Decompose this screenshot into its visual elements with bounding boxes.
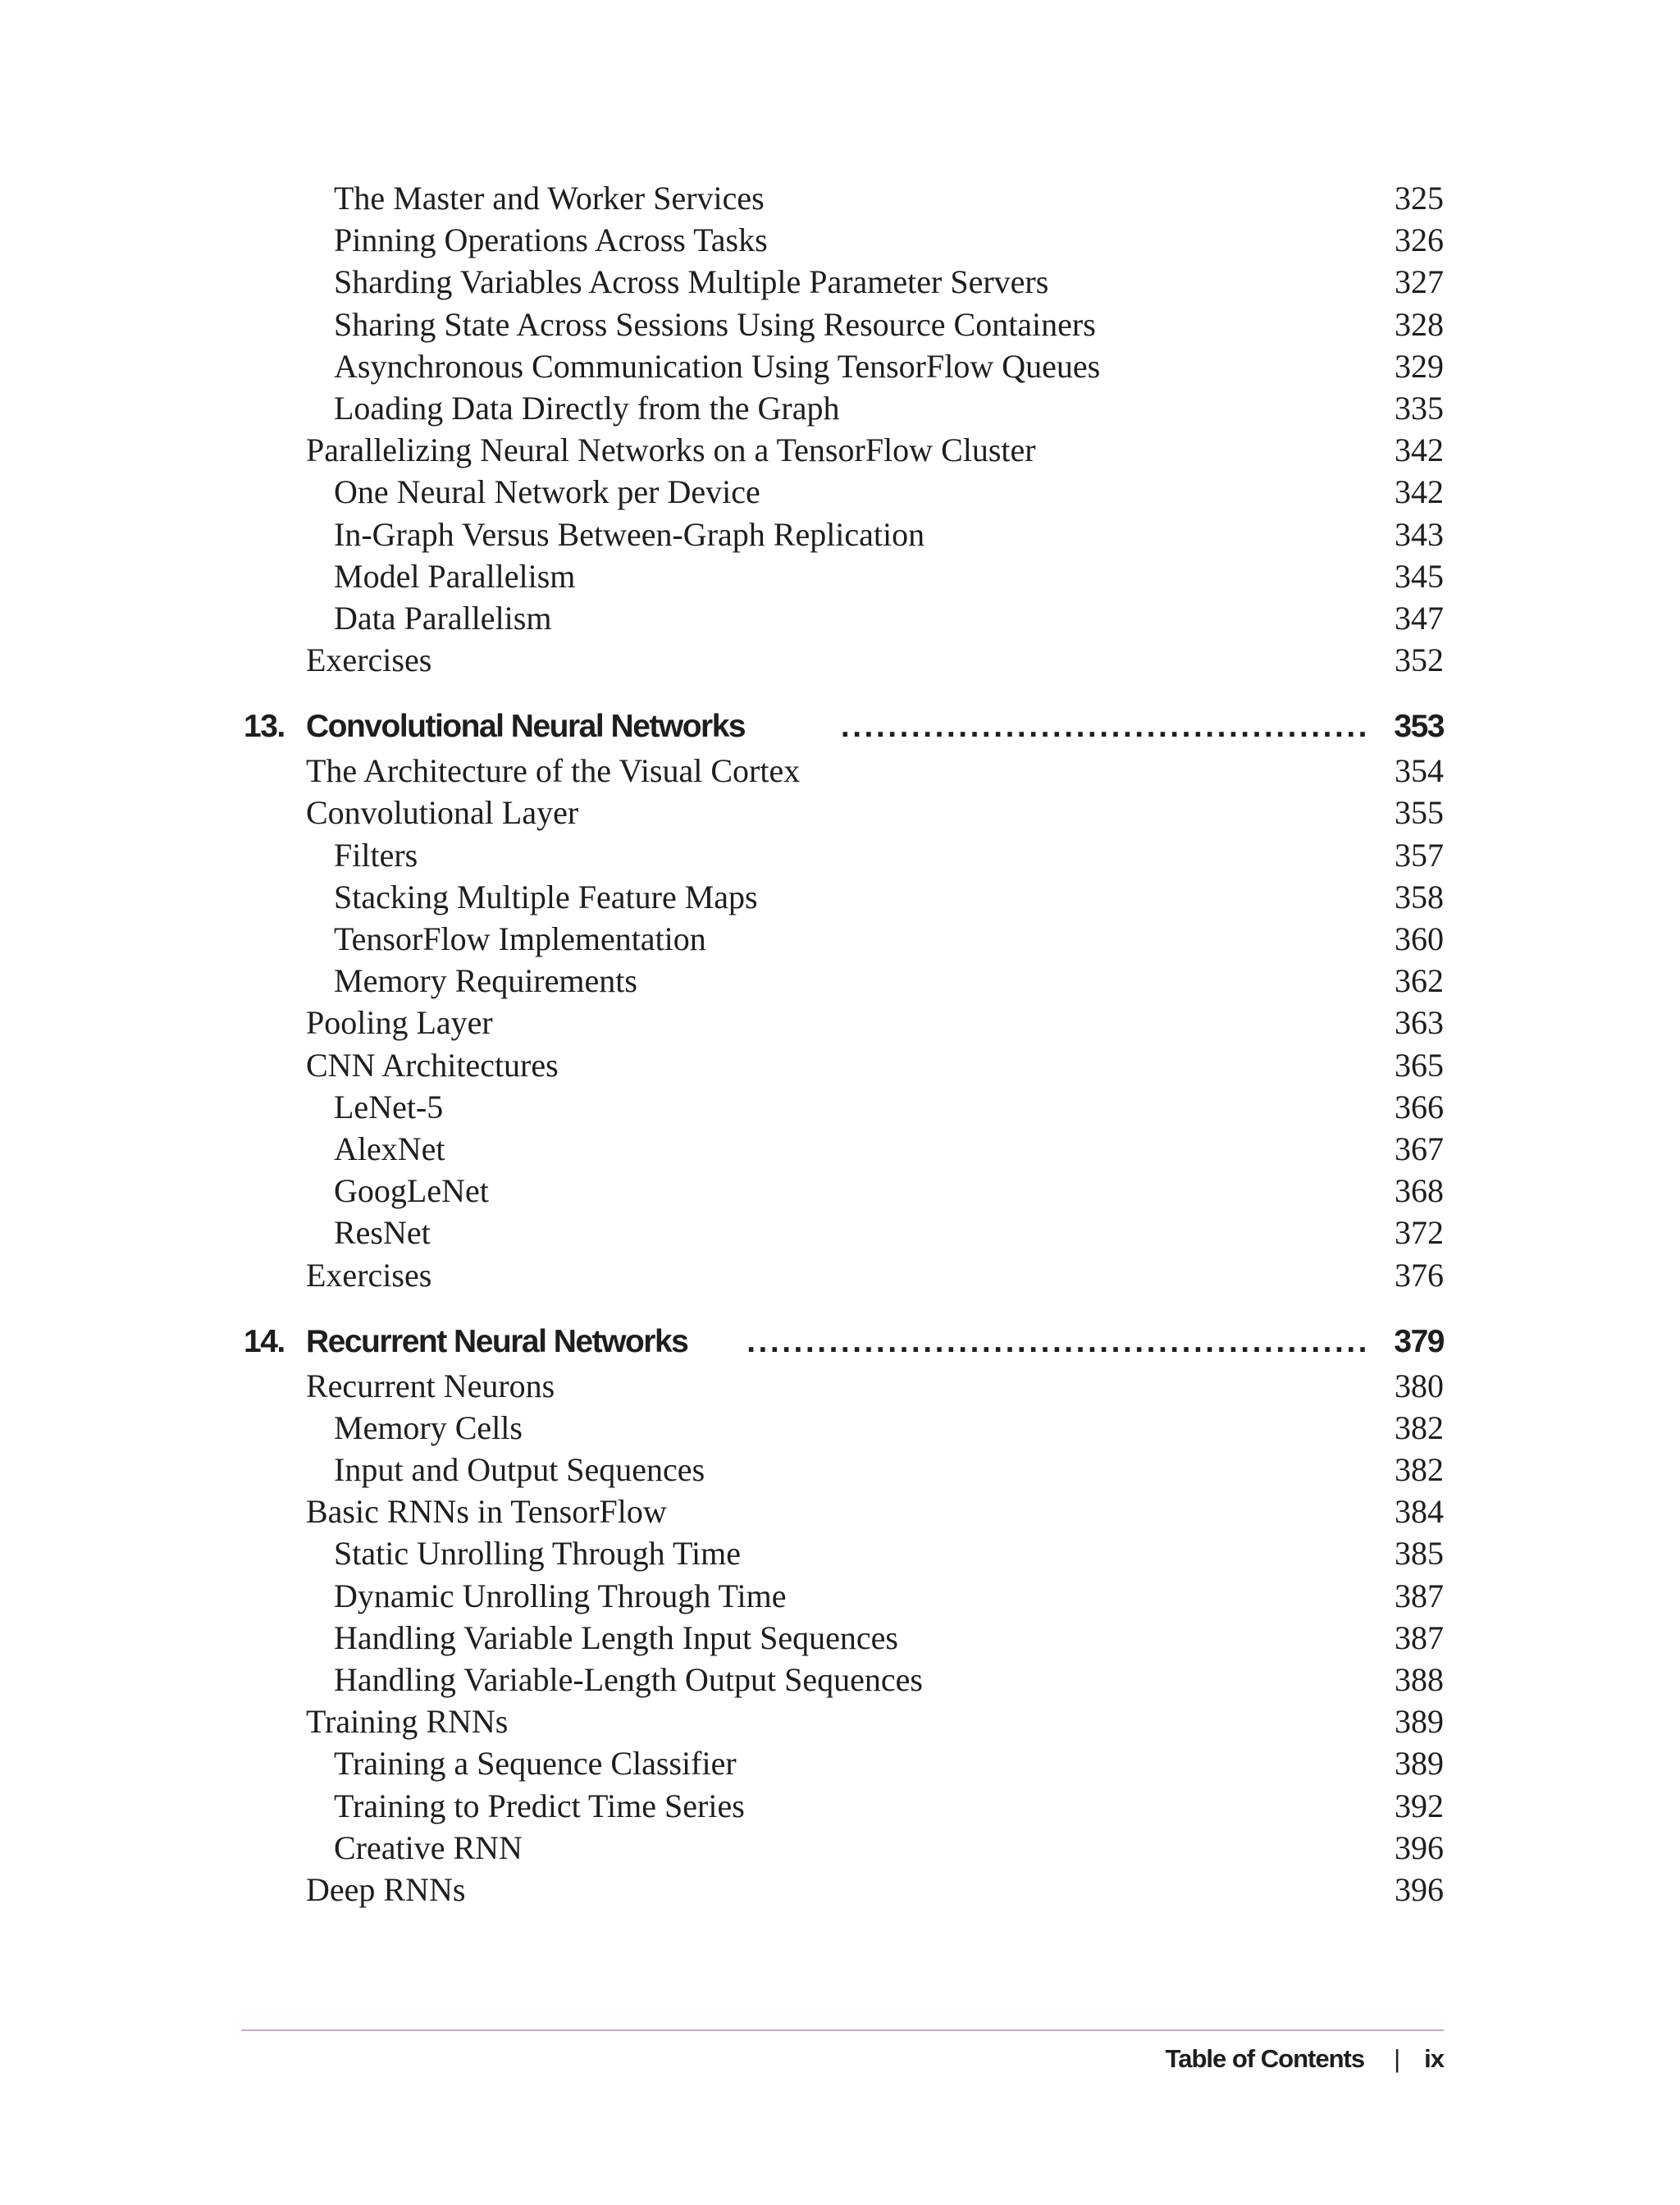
toc-section-entry[interactable] bbox=[0, 876, 1680, 918]
toc-section-entry[interactable] bbox=[0, 1659, 1680, 1701]
toc-section-entry[interactable] bbox=[0, 750, 1680, 792]
toc-section-entry[interactable] bbox=[0, 345, 1680, 387]
section-title: Sharding Variables Across Multiple Parameter Servers bbox=[334, 263, 1049, 301]
toc-section-entry[interactable] bbox=[0, 1170, 1680, 1212]
section-title: Basic RNNs in TensorFlow bbox=[306, 1493, 667, 1531]
toc-section-entry[interactable] bbox=[0, 1212, 1680, 1253]
section-title: The Master and Worker Services bbox=[334, 180, 765, 217]
toc-section-entry[interactable] bbox=[0, 1491, 1680, 1532]
toc-section-entry[interactable] bbox=[0, 1742, 1680, 1784]
section-title: Training to Predict Time Series bbox=[334, 1787, 745, 1824]
toc-section-entry[interactable] bbox=[0, 387, 1680, 429]
section-title: Asynchronous Communication Using TensorFlow Queues bbox=[334, 347, 1101, 385]
section-page-number: 382 bbox=[1395, 1451, 1444, 1489]
toc-section-entry[interactable] bbox=[0, 834, 1680, 876]
toc-section-entry[interactable] bbox=[0, 1128, 1680, 1170]
section-page-number: 329 bbox=[1395, 347, 1444, 385]
section-page-number: 367 bbox=[1395, 1130, 1444, 1167]
toc-section-entry[interactable] bbox=[0, 429, 1680, 471]
dot-leader: ..................................................... bbox=[746, 1323, 1370, 1359]
section-page-number: 354 bbox=[1395, 752, 1444, 790]
section-page-number: 363 bbox=[1395, 1004, 1444, 1042]
toc-section-entry[interactable] bbox=[0, 261, 1680, 303]
toc-section-entry[interactable] bbox=[0, 471, 1680, 513]
footer-divider bbox=[241, 2029, 1444, 2031]
section-page-number: 376 bbox=[1395, 1256, 1444, 1294]
toc-section-entry[interactable] bbox=[0, 1869, 1680, 1911]
toc-section-entry[interactable] bbox=[0, 1785, 1680, 1827]
section-title: Sharing State Across Sessions Using Resource Containers bbox=[334, 305, 1096, 343]
footer-label: Table of Contents bbox=[1165, 2044, 1365, 2073]
toc-section-entry[interactable] bbox=[0, 1532, 1680, 1574]
section-title: Handling Variable Length Input Sequences bbox=[334, 1618, 898, 1656]
section-page-number: 342 bbox=[1395, 431, 1444, 469]
section-title: ResNet bbox=[334, 1214, 431, 1252]
section-page-number: 345 bbox=[1395, 557, 1444, 595]
section-page-number: 388 bbox=[1395, 1661, 1444, 1698]
toc-chapter-entry[interactable] bbox=[0, 704, 1680, 750]
toc-section-entry[interactable] bbox=[0, 219, 1680, 261]
section-title: LeNet-5 bbox=[334, 1088, 444, 1125]
section-title: Parallelizing Neural Networks on a TensorFlow Cluster bbox=[306, 431, 1036, 469]
chapter-number: 14. bbox=[244, 1323, 285, 1359]
section-page-number: 360 bbox=[1395, 920, 1444, 957]
section-page-number: 380 bbox=[1395, 1367, 1444, 1404]
section-page-number: 352 bbox=[1395, 641, 1444, 679]
section-title: Deep RNNs bbox=[306, 1870, 466, 1908]
toc-section-entry[interactable] bbox=[0, 792, 1680, 833]
section-title: In-Graph Versus Between-Graph Replication bbox=[334, 515, 925, 553]
chapter-number: 13. bbox=[244, 709, 285, 745]
toc-section-entry[interactable] bbox=[0, 1044, 1680, 1086]
section-page-number: 365 bbox=[1395, 1046, 1444, 1084]
section-title: Filters bbox=[334, 836, 418, 874]
section-title: Creative RNN bbox=[334, 1828, 523, 1866]
toc-section-entry[interactable] bbox=[0, 1617, 1680, 1659]
toc-section-entry[interactable] bbox=[0, 1086, 1680, 1128]
chapter-page-number: 379 bbox=[1394, 1323, 1444, 1359]
toc-section-entry[interactable] bbox=[0, 1449, 1680, 1491]
section-page-number: 335 bbox=[1395, 389, 1444, 427]
section-title: Memory Cells bbox=[334, 1408, 523, 1446]
section-title: Training a Sequence Classifier bbox=[334, 1745, 737, 1783]
section-title: Data Parallelism bbox=[334, 599, 552, 637]
section-page-number: 362 bbox=[1395, 962, 1444, 1000]
section-title: AlexNet bbox=[334, 1130, 445, 1167]
section-title: CNN Architectures bbox=[306, 1046, 559, 1084]
section-page-number: 355 bbox=[1395, 794, 1444, 832]
section-title: Convolutional Layer bbox=[306, 794, 579, 832]
section-title: The Architecture of the Visual Cortex bbox=[306, 752, 801, 790]
toc-section-entry[interactable] bbox=[0, 1827, 1680, 1869]
chapter-title-wrap bbox=[306, 1319, 1444, 1365]
chapter-page-number: 353 bbox=[1394, 709, 1444, 745]
section-title: Input and Output Sequences bbox=[334, 1451, 705, 1489]
chapter-title-wrap bbox=[306, 704, 1444, 750]
section-page-number: 368 bbox=[1395, 1172, 1444, 1210]
toc-section-entry[interactable] bbox=[0, 1002, 1680, 1043]
section-title: Model Parallelism bbox=[334, 557, 576, 595]
section-title: Exercises bbox=[306, 641, 432, 679]
section-page-number: 357 bbox=[1395, 836, 1444, 874]
toc-section-entry[interactable] bbox=[0, 1254, 1680, 1296]
toc-section-entry[interactable] bbox=[0, 1575, 1680, 1617]
section-page-number: 326 bbox=[1395, 221, 1444, 259]
toc-section-entry[interactable] bbox=[0, 960, 1680, 1002]
section-page-number: 382 bbox=[1395, 1408, 1444, 1446]
section-page-number: 387 bbox=[1395, 1618, 1444, 1656]
section-title: Dynamic Unrolling Through Time bbox=[334, 1577, 787, 1614]
section-page-number: 396 bbox=[1395, 1828, 1444, 1866]
toc-section-entry[interactable] bbox=[0, 597, 1680, 639]
section-page-number: 366 bbox=[1395, 1088, 1444, 1125]
section-page-number: 328 bbox=[1395, 305, 1444, 343]
section-title: Memory Requirements bbox=[334, 962, 637, 1000]
section-title: Static Unrolling Through Time bbox=[334, 1535, 741, 1573]
page-footer bbox=[1166, 2043, 1444, 2075]
section-page-number: 389 bbox=[1395, 1745, 1444, 1783]
section-page-number: 327 bbox=[1395, 263, 1444, 301]
footer-separator: | bbox=[1394, 2044, 1400, 2073]
toc-section-entry[interactable] bbox=[0, 177, 1680, 219]
section-page-number: 372 bbox=[1395, 1214, 1444, 1252]
section-page-number: 325 bbox=[1395, 180, 1444, 217]
section-page-number: 384 bbox=[1395, 1493, 1444, 1531]
section-title: One Neural Network per Device bbox=[334, 473, 760, 511]
section-page-number: 347 bbox=[1395, 599, 1444, 637]
section-page-number: 387 bbox=[1395, 1577, 1444, 1614]
section-title: TensorFlow Implementation bbox=[334, 920, 706, 957]
section-title: Handling Variable-Length Output Sequences bbox=[334, 1661, 923, 1698]
toc-section-entry[interactable] bbox=[0, 1701, 1680, 1742]
section-page-number: 342 bbox=[1395, 473, 1444, 511]
toc-section-entry[interactable] bbox=[0, 1407, 1680, 1449]
section-page-number: 392 bbox=[1395, 1787, 1444, 1824]
chapter-title: Convolutional Neural Networks bbox=[306, 709, 746, 745]
toc-section-entry[interactable] bbox=[0, 555, 1680, 597]
section-title: Training RNNs bbox=[306, 1703, 509, 1741]
section-page-number: 396 bbox=[1395, 1870, 1444, 1908]
section-page-number: 389 bbox=[1395, 1703, 1444, 1741]
section-page-number: 343 bbox=[1395, 515, 1444, 553]
section-title: Stacking Multiple Feature Maps bbox=[334, 878, 758, 915]
section-title: Pinning Operations Across Tasks bbox=[334, 221, 768, 259]
dot-leader: ............................................. bbox=[840, 709, 1370, 745]
toc-chapter-entry[interactable] bbox=[0, 1319, 1680, 1365]
toc-section-entry[interactable] bbox=[0, 918, 1680, 960]
toc-section-entry[interactable] bbox=[0, 304, 1680, 345]
toc-section-entry[interactable] bbox=[0, 639, 1680, 681]
footer-page-number: ix bbox=[1424, 2044, 1444, 2073]
section-title: Recurrent Neurons bbox=[306, 1367, 555, 1404]
toc-section-entry[interactable] bbox=[0, 1365, 1680, 1407]
section-page-number: 358 bbox=[1395, 878, 1444, 915]
chapter-title: Recurrent Neural Networks bbox=[306, 1323, 688, 1359]
section-title: Exercises bbox=[306, 1256, 432, 1294]
section-title: Pooling Layer bbox=[306, 1004, 493, 1042]
section-title: GoogLeNet bbox=[334, 1172, 489, 1210]
section-page-number: 385 bbox=[1395, 1535, 1444, 1573]
table-of-contents bbox=[0, 177, 1680, 1911]
toc-section-entry[interactable] bbox=[0, 514, 1680, 555]
section-title: Loading Data Directly from the Graph bbox=[334, 389, 840, 427]
